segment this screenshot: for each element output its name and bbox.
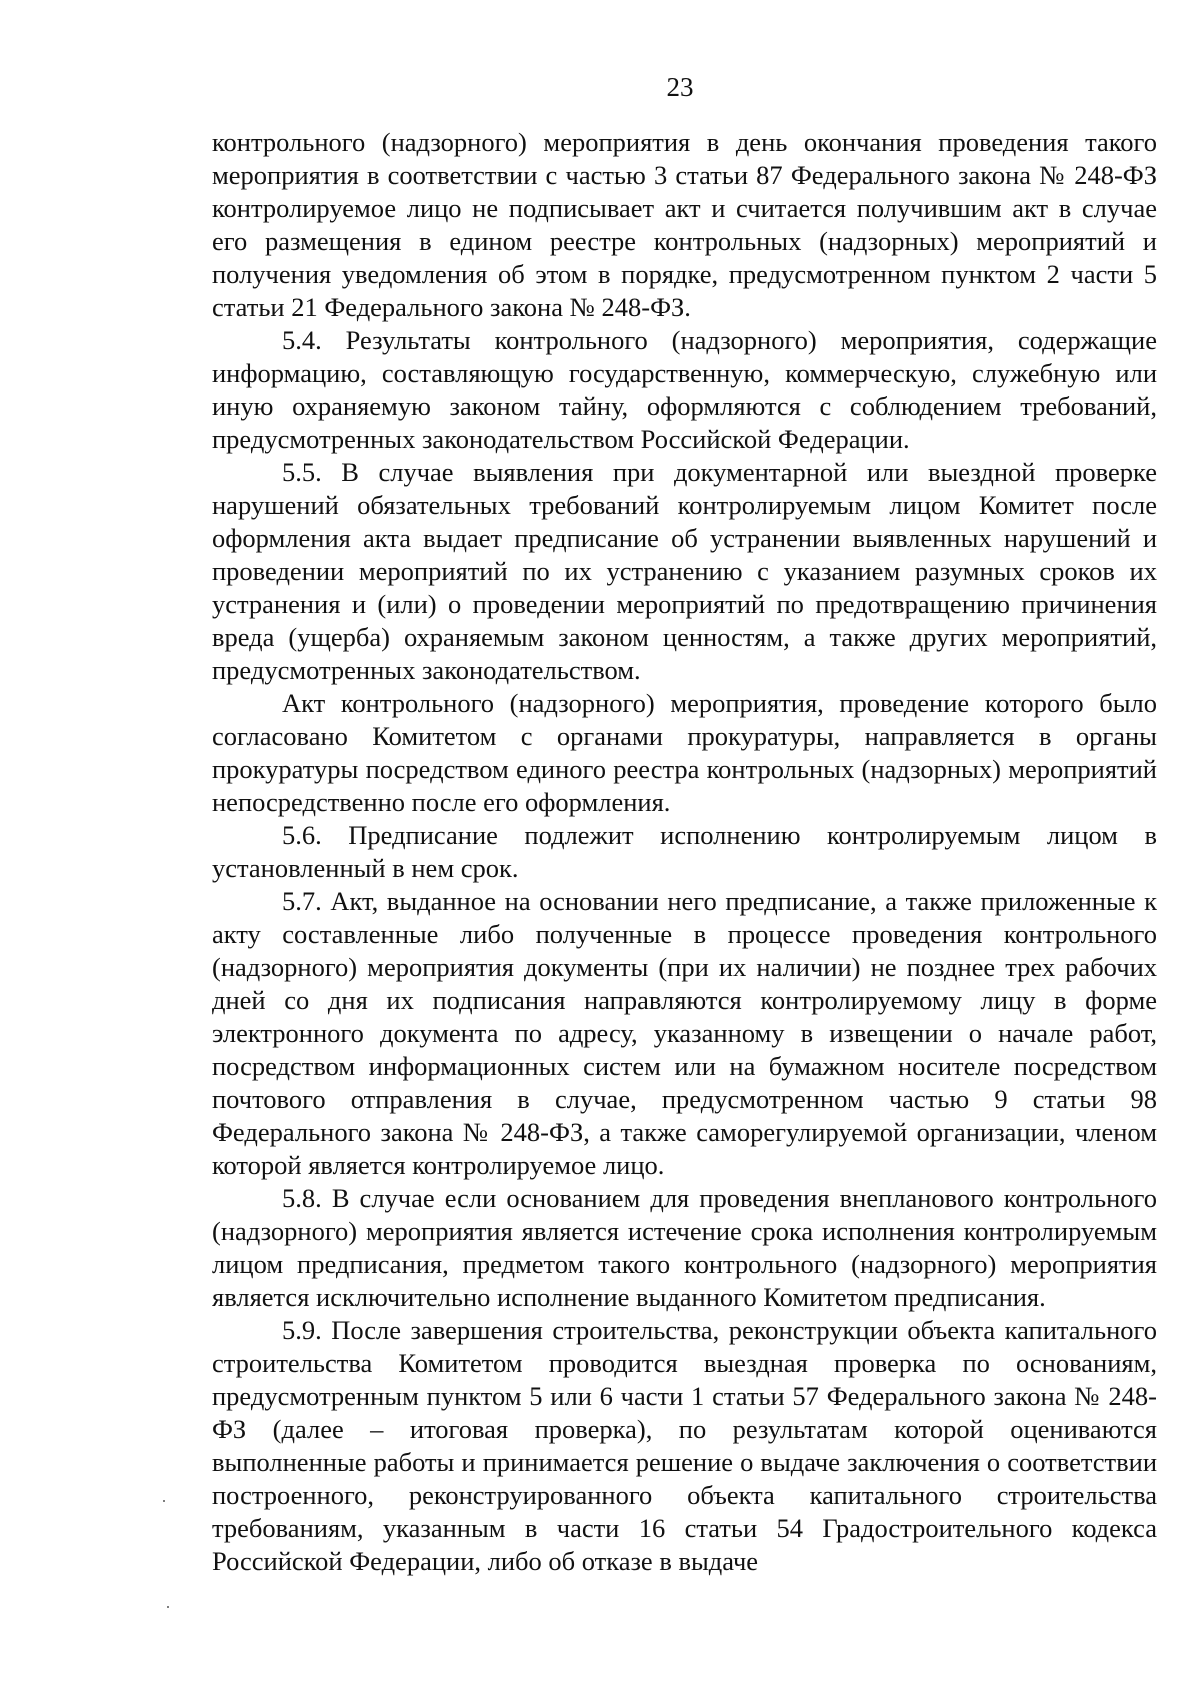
paragraph-5-4: 5.4. Результаты контрольного (надзорного) мероприятия, содержащие информацию, составляющую государственную, коммерческую, служебную или иную охраняемую законом тайну, оформляются с соблюдением требований, предусмотренных законодательством Российской Федерации. [212, 325, 1157, 454]
paragraph-act-prosecutor: Акт контрольного (надзорного) мероприятия, проведение которого было согласовано Комитетом с органами прокуратуры, направляется в органы прокуратуры посредством единого реестра контрольных (надзорных) мероприятий непосредственно после его оформления. [212, 688, 1157, 817]
paragraph-5-5: 5.5. В случае выявления при документарной или выездной проверке нарушений обязательных требований контролируемым лицом Комитет после оформления акта выдает предписание об устранении выявленных нарушений и проведении мероприятий по их устранению с указанием разумных сроков их устранения и (или) о проведении мероприятий по предотвращению причинения вреда (ущерба) охраняемым законом ценностям, а также других мероприятий, предусмотренных законодательством. [212, 457, 1157, 685]
paragraph-5-9: 5.9. После завершения строительства, реконструкции объекта капитального строительства Комитетом проводится выездная проверка по основаниям, предусмотренным пунктом 5 или 6 части 1 статьи 57 Федерального закона № 248-ФЗ (далее – итоговая проверка), по результатам которой оцениваются выполненные работы и принимается решение о выдаче заключения о соответствии построенного, реконструированного объекта капитального строительства требованиям, указанным в части 16 статьи 54 Градостроительного кодекса Российской Федерации, либо об отказе в выдаче [212, 1315, 1157, 1576]
scan-speck [163, 1500, 165, 1502]
paragraph-5-7: 5.7. Акт, выданное на основании него предписание, а также приложенные к акту составленные либо полученные в процессе проведения контрольного (надзорного) мероприятия документы (при их наличии) не позднее трех рабочих дней со дня их подписания направляются контролируемому лицу в форме электронного документа по адресу, указанному в извещении о начале работ, посредством информационных систем или на бумажном носителе посредством почтового отправления в случае, предусмотренном частью 9 статьи 98 Федерального закона № 248-ФЗ, а также саморегулируемой организации, членом которой является контролируемое лицо. [212, 886, 1157, 1180]
paragraph-continuation: контрольного (надзорного) мероприятия в день окончания проведения такого мероприятия в соответствии с частью 3 статьи 87 Федерального закона № 248-ФЗ контролируемое лицо не подписывает акт и считается получившим акт в случае его размещения в едином реестре контрольных (надзорных) мероприятий и получения уведомления об этом в порядке, предусмотренном пунктом 2 части 5 статьи 21 Федерального закона № 248-ФЗ. [212, 127, 1157, 322]
document-body [212, 126, 1157, 1578]
scan-speck [167, 1606, 169, 1608]
paragraph-5-8: 5.8. В случае если основанием для проведения внепланового контрольного (надзорного) мероприятия является истечение срока исполнения контролируемым лицом предписания, предметом такого контрольного (надзорного) мероприятия является исключительно исполнение выданного Комитетом предписания. [212, 1183, 1157, 1312]
page-number: 23 [666, 72, 694, 102]
paragraph-5-6: 5.6. Предписание подлежит исполнению контролируемым лицом в установленный в нем срок. [212, 820, 1157, 883]
